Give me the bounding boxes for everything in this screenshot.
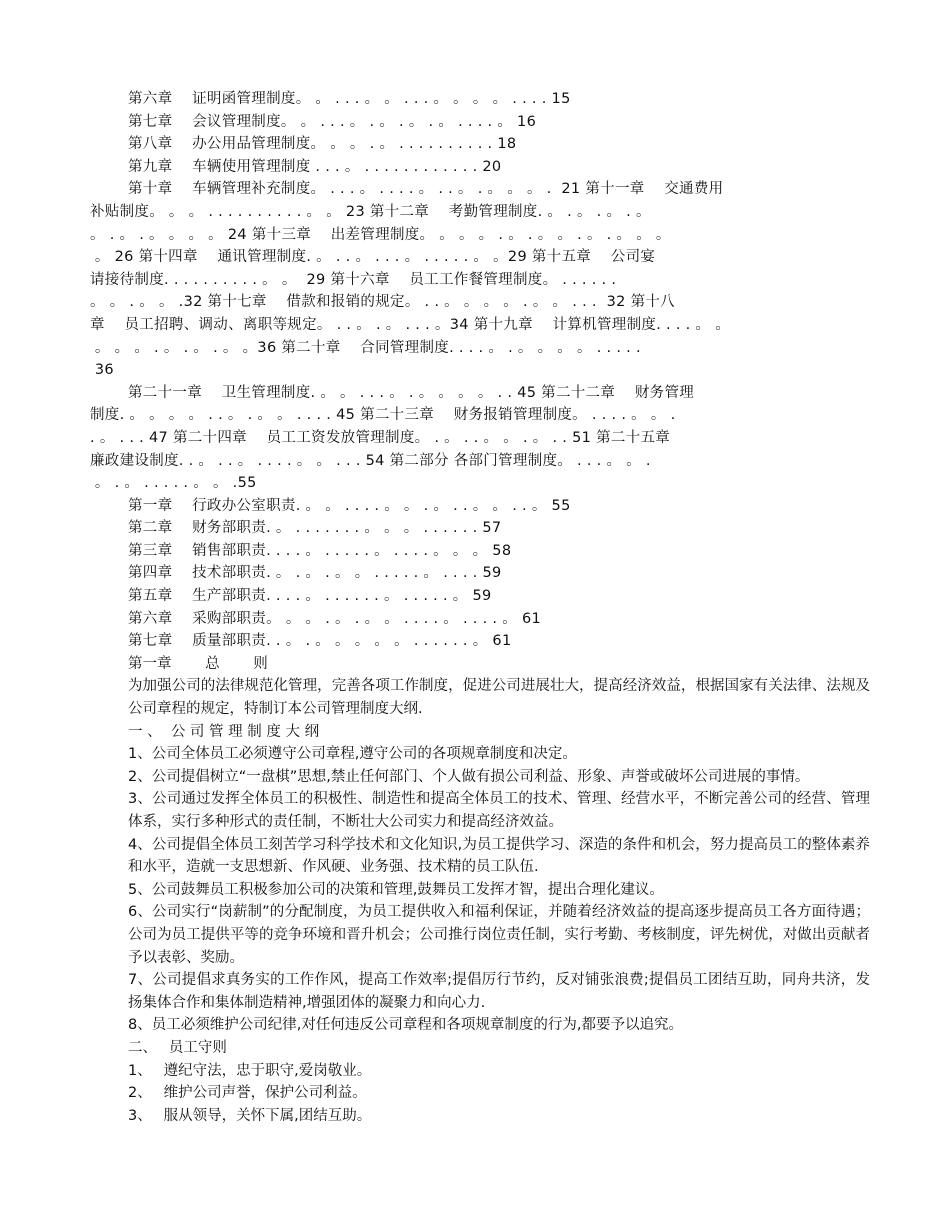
chapter-heading: 第一章 总 则 (128, 655, 268, 672)
list-item: 7、公司提倡求真务实的工作作风，提高工作效率;提倡厉行节约，反对铺张浪费;提倡员工团结互助，同舟共济，发扬集体合作和集体制造精神,增强团体的凝聚力和向心力. (128, 972, 870, 1011)
intro-paragraph: 为加强公司的法律规范化管理，完善各项工作制度，促进公司进展壮大，提高经济效益，根据国家有关法律、法规及公司章程的规定，特制订本公司管理制度大纲. (128, 678, 870, 718)
toc-line: 。 。 . 。 。 .32 第十七章 借款和报销的规定。 . . 。 。 。 。 . 。 。 . . . 32 第十八 (90, 294, 675, 311)
toc-line: 。 。 。 . 。 . 。 . 。 。36 第二十章 合同管理制度. . . . 。 . 。 。 。 。 . . . . . (90, 339, 641, 356)
section-title: 二、 员工守则 (128, 1039, 227, 1056)
employee-rules-list (90, 1060, 870, 1128)
toc-line: 章 员工招聘、调动、离职等规定。 . . 。 . 。 . . . 。34 第十九章 计算机管理制度. . . . 。 。 (90, 316, 730, 333)
toc-line: 。 . 。 . 。 。 。 。 24 第十三章 出差管理制度。 。 。 。 . 。 . 。 。 . 。 . 。 。 。 (90, 226, 671, 243)
toc-line: . 。 . . . 47 第二十四章 员工工资发放管理制度。 . 。 . . 。 。 . 。 . . 51 第二十五章 (90, 429, 671, 446)
table-of-contents (90, 88, 870, 653)
list-item: 2、公司提倡树立“一盘棋”思想,禁止任何部门、个人做有损公司利益、形象、声誉或破坏公司进展的事情。 (128, 768, 810, 785)
toc-line: 36 (90, 362, 114, 379)
toc-line: 补贴制度。 。 。 . . . . . . . . . . 。 。 23 第十二章 考勤管理制度. 。 . 。 . 。 . 。 (90, 203, 651, 220)
list-item: 1、公司全体员工必须遵守公司章程,遵守公司的各项规章制度和决定。 (128, 746, 577, 763)
list-item: 8、员工必须维护公司纪律,对任何违反公司章程和各项规章制度的行为,都要予以追究。 (128, 1017, 683, 1034)
toc-line: 第七章 质量部职责. . 。 . 。 。 。 。 。 . . . . . . 。 61 (128, 633, 512, 650)
toc-line: 第五章 生产部职责. . . . 。 . . . . . . 。 . . . . . 。 59 (128, 588, 492, 605)
toc-line: 第九章 车辆使用管理制度 . . . 。 . . . . . . . . . . . . 20 (128, 158, 502, 175)
toc-line: 第三章 销售部职责. . . . 。 . . . . . 。 . . . . 。 。 。 58 (128, 542, 512, 559)
list-item: 3、 服从领导，关怀下属,团结互助。 (128, 1107, 372, 1124)
toc-line: 第四章 技术部职责. 。 . 。 . 。 。 . . . . . 。 . . . . 59 (128, 565, 502, 582)
document-page (90, 88, 870, 1127)
list-item: 2、 维护公司声誉，保护公司利益。 (128, 1085, 367, 1102)
section-title: 一 、 公 司 管 理 制 度 大 纲 (128, 723, 320, 740)
regulation-list (90, 743, 870, 1037)
toc-line: 第七章 会议管理制度。 。 . . . 。 . 。 . 。 . 。 . . . . 。 16 (128, 113, 537, 130)
toc-line: 第六章 采购部职责。 。 。 . 。 . 。 。 . . . . 。 . . . . 。 61 (128, 610, 542, 627)
toc-line: 廉政建设制度. . 。 . . 。 . . . . 。 。 . . . 54 第二部分 各部门管理制度。 . . . 。 。 . (90, 452, 651, 469)
toc-line: 。 26 第十四章 通讯管理制度. 。 . . 。 . . . 。 . . . . . 。 。29 第十五章 公司宴 (90, 249, 656, 266)
list-item: 3、公司通过发挥全体员工的积极性、制造性和提高全体员工的技术、管理、经营水平，不断完善公司的经营、管理体系，实行多种形式的责任制，不断壮大公司实力和提高经济效益。 (128, 791, 870, 830)
toc-line: 第一章 行政办公室职责. 。 。 . . . . 。 。 . 。 . . 。 。 . . 。 55 (128, 497, 571, 514)
toc-line: 第二十一章 卫生管理制度. 。 。 . . . 。 . 。 。 。 。 . . 45 第二十二章 财务管理 (128, 384, 695, 401)
toc-line: 请接待制度. . . . . . . . . . 。 。 29 第十六章 员工工作餐管理制度。 . . . . . . (90, 271, 617, 288)
toc-line: 第十章 车辆管理补充制度。 . . . 。 . . . . 。 . . 。 . 。 。 。 . 21 第十一章 交通费用 (128, 181, 724, 198)
list-item: 5、公司鼓舞员工积极参加公司的决策和管理,鼓舞员工发挥才智，提出合理化建议。 (128, 881, 664, 898)
toc-line: 第八章 办公用品管理制度。 。 。 . 。 . . . . . . . . . . 18 (128, 136, 517, 153)
toc-line: 。 . 。 . . . . . 。 。 .55 (90, 475, 257, 492)
toc-line: 第六章 证明函管理制度。 。 . . . 。 。 . . . 。 。 。 。 . . . . 15 (128, 91, 571, 107)
list-item: 4、公司提倡全体员工刻苦学习科学技术和文化知识,为员工提供学习、深造的条件和机会，努力提高员工的整体素养和水平，造就一支思想新、作风硬、业务强、技术精的员工队伍. (128, 836, 870, 876)
list-item: 6、公司实行“岗薪制”的分配制度，为员工提供收入和福利保证，并随着经济效益的提高逐步提高员工各方面待遇；公司为员工提供平等的竞争环境和晋升机会；公司推行岗位责任制，实行考勤、考核制度，评先树优，对做出贡献者予以表彰、奖励。 (128, 904, 870, 966)
toc-line: 第二章 财务部职责. 。 . . . . . . . 。 。 。 . . . . . . 57 (128, 520, 502, 537)
toc-line: 制度. 。 。 。 。 . . 。 . 。 。 . . . . 45 第二十三章 财务报销管理制度。 . . . . 。 。 . (90, 407, 676, 424)
list-item: 1、 遵纪守法，忠于职守,爱岗敬业。 (128, 1062, 372, 1079)
